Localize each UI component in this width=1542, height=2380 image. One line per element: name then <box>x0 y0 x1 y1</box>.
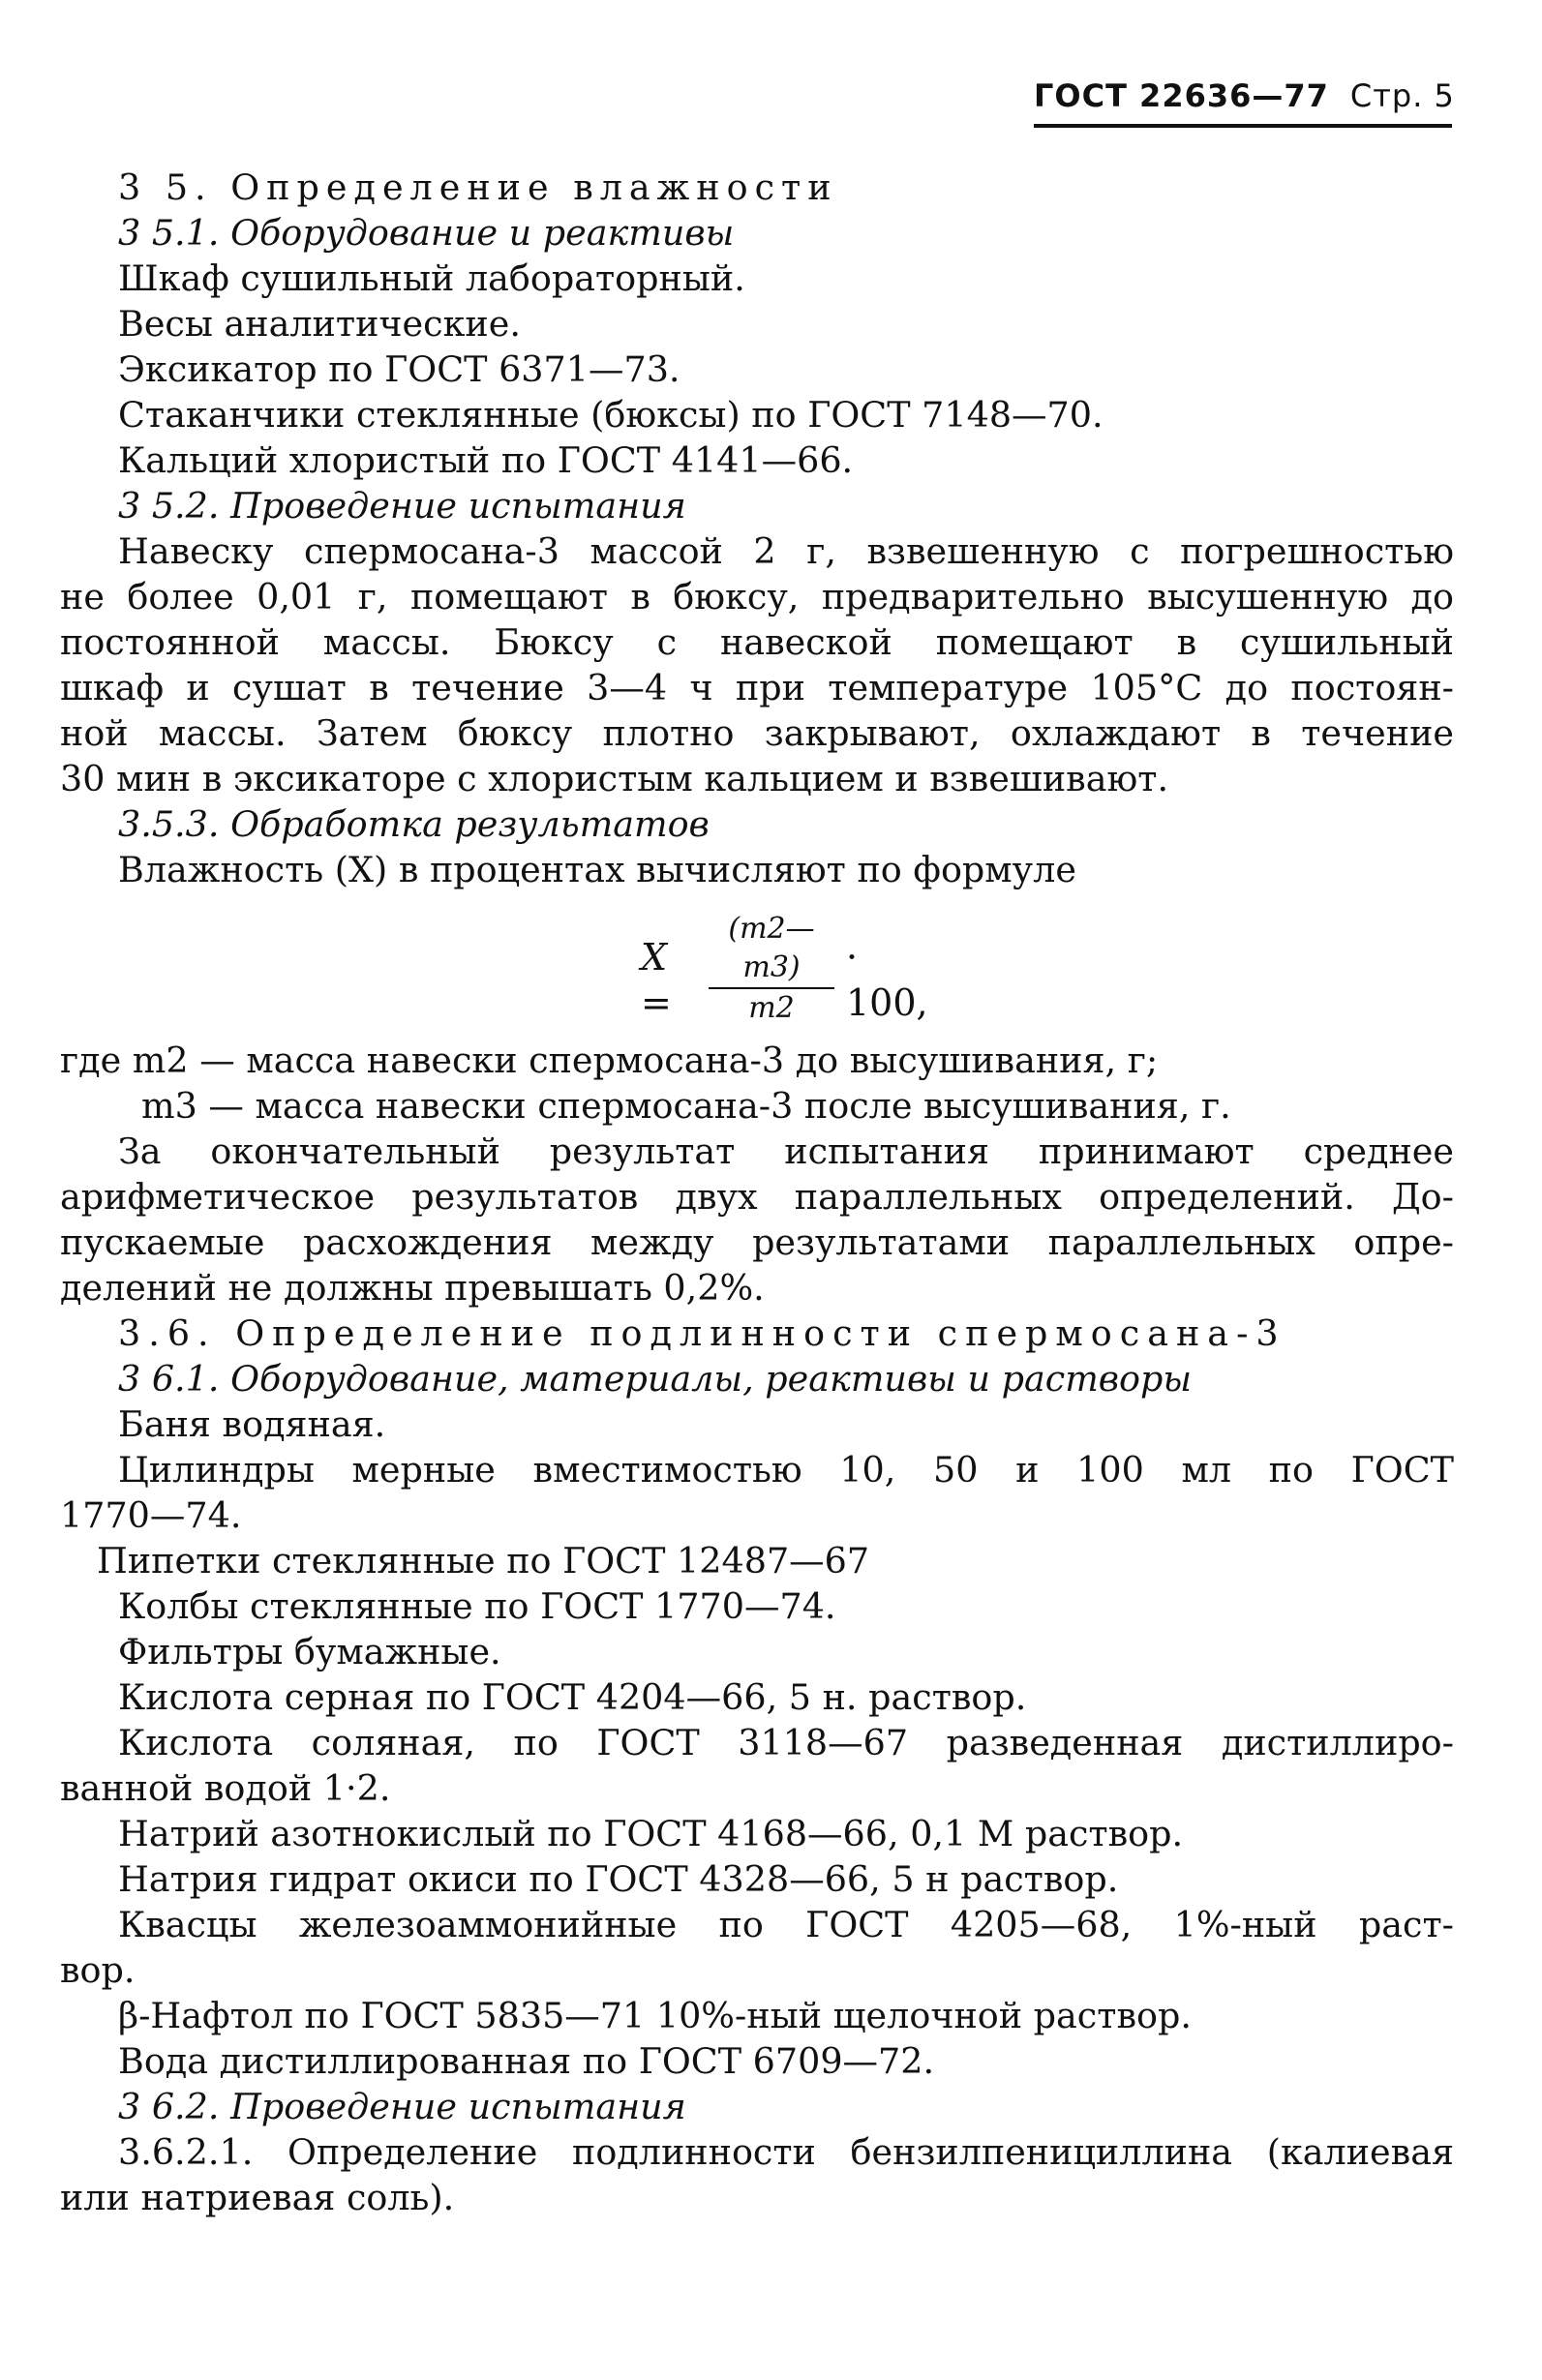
definition-line: m3 — масса навески спермосана-3 после высушивания, г. <box>141 1085 1231 1127</box>
list-item: Кальций хлористый по ГОСТ 4141—66. <box>118 439 854 481</box>
list-item: Цилиндры мерные вместимостью 10, 50 и 100 мл по ГОСТ <box>118 1449 1454 1491</box>
list-item: Стаканчики стеклянные (бюксы) по ГОСТ 7148—70. <box>118 394 1104 436</box>
formula-lhs: X = <box>641 936 672 1024</box>
list-item: Натрия гидрат окиси по ГОСТ 4328—66, 5 н раствор. <box>118 1858 1119 1900</box>
formula-multiplier: · 100, <box>846 936 928 1024</box>
subsection-heading-3-5-1: 3 5.1. Оборудование и реактивы <box>118 212 735 254</box>
subsection-heading-3-6-1: 3 6.1. Оборудование, материалы, реактивы и растворы <box>118 1358 1193 1400</box>
list-item: Кислота серная по ГОСТ 4204—66, 5 н. раствор. <box>118 1676 1027 1718</box>
formula-denominator: m2 <box>748 991 795 1025</box>
list-item: ванной водой 1·2. <box>60 1767 391 1809</box>
list-item: Весы аналитические. <box>118 303 521 345</box>
document-body <box>60 165 1454 2220</box>
page-header <box>1034 77 1455 128</box>
paragraph-line: 3.6.2.1. Определение подлинности бензилпенициллина (калиевая <box>118 2131 1454 2173</box>
paragraph-line: ной массы. Затем бюксу плотно закрывают, охлаждают в течение <box>60 712 1454 754</box>
list-item: Квасцы железоаммонийные по ГОСТ 4205—68, 1%-ный раст- <box>118 1904 1454 1945</box>
paragraph-line: 30 мин в эксикаторе с хлористым кальцием и взвешивают. <box>60 758 1169 799</box>
section-heading-3-5: 3 5. Определение влажности <box>118 166 838 208</box>
paragraph-line: шкаф и сушат в течение 3—4 ч при температуре 105°С до постоян- <box>60 667 1454 708</box>
paragraph-line: или натриевая соль). <box>60 2177 455 2218</box>
subsection-heading-3-5-3: 3.5.3. Обработка результатов <box>118 803 710 845</box>
list-item: Натрий азотнокислый по ГОСТ 4168—66, 0,1 М раствор. <box>118 1813 1184 1854</box>
paragraph-line: арифметическое результатов двух параллельных определений. До- <box>60 1176 1454 1218</box>
paragraph-line: За окончательный результат испытания принимают среднее <box>118 1130 1454 1172</box>
list-item: Эксикатор по ГОСТ 6371—73. <box>118 348 680 390</box>
subsection-heading-3-6-2: 3 6.2. Проведение испытания <box>118 2086 686 2127</box>
list-item: 1770—74. <box>60 1494 242 1536</box>
list-item: Баня водяная. <box>118 1403 386 1445</box>
page-number: Стр. 5 <box>1349 77 1455 114</box>
list-item: вор. <box>60 1949 136 1991</box>
paragraph-line: Влажность (X) в процентах вычисляют по формуле <box>118 849 1076 890</box>
list-item: Кислота соляная, по ГОСТ 3118—67 разведенная дистиллиро- <box>118 1722 1454 1763</box>
subsection-heading-3-5-2: 3 5.2. Проведение испытания <box>118 485 686 527</box>
paragraph-line: Навеску спермосана-3 массой 2 г, взвешенную с погрешностью <box>118 530 1454 572</box>
list-item: β-Нафтол по ГОСТ 5835—71 10%-ный щелочной раствор. <box>118 1995 1192 2036</box>
list-item: Вода дистиллированная по ГОСТ 6709—72. <box>118 2040 935 2082</box>
list-item: Колбы стеклянные по ГОСТ 1770—74. <box>118 1585 836 1627</box>
paragraph-line: не более 0,01 г, помещают в бюксу, предварительно высушенную до <box>60 576 1454 618</box>
paragraph-line: пускаемые расхождения между результатами параллельных опре- <box>60 1221 1454 1263</box>
definition-line: где m2 — масса навески спермосана-3 до высушивания, г; <box>60 1039 1159 1081</box>
list-item: Пипетки стеклянные по ГОСТ 12487—67 <box>97 1540 870 1582</box>
formula-numerator: (m2—m3) <box>709 910 834 989</box>
list-item: Шкаф сушильный лабораторный. <box>118 257 745 299</box>
list-item: Фильтры бумажные. <box>118 1631 501 1672</box>
moisture-formula <box>118 892 1454 1038</box>
standard-code: ГОСТ 22636—77 <box>1034 77 1329 114</box>
paragraph-line: постоянной массы. Бюксу с навеской помещают в сушильный <box>60 621 1454 663</box>
paragraph-line: делений не должны превышать 0,2%. <box>60 1267 765 1309</box>
section-heading-3-6: 3.6. Определение подлинности спермосана-3 <box>118 1312 1286 1354</box>
